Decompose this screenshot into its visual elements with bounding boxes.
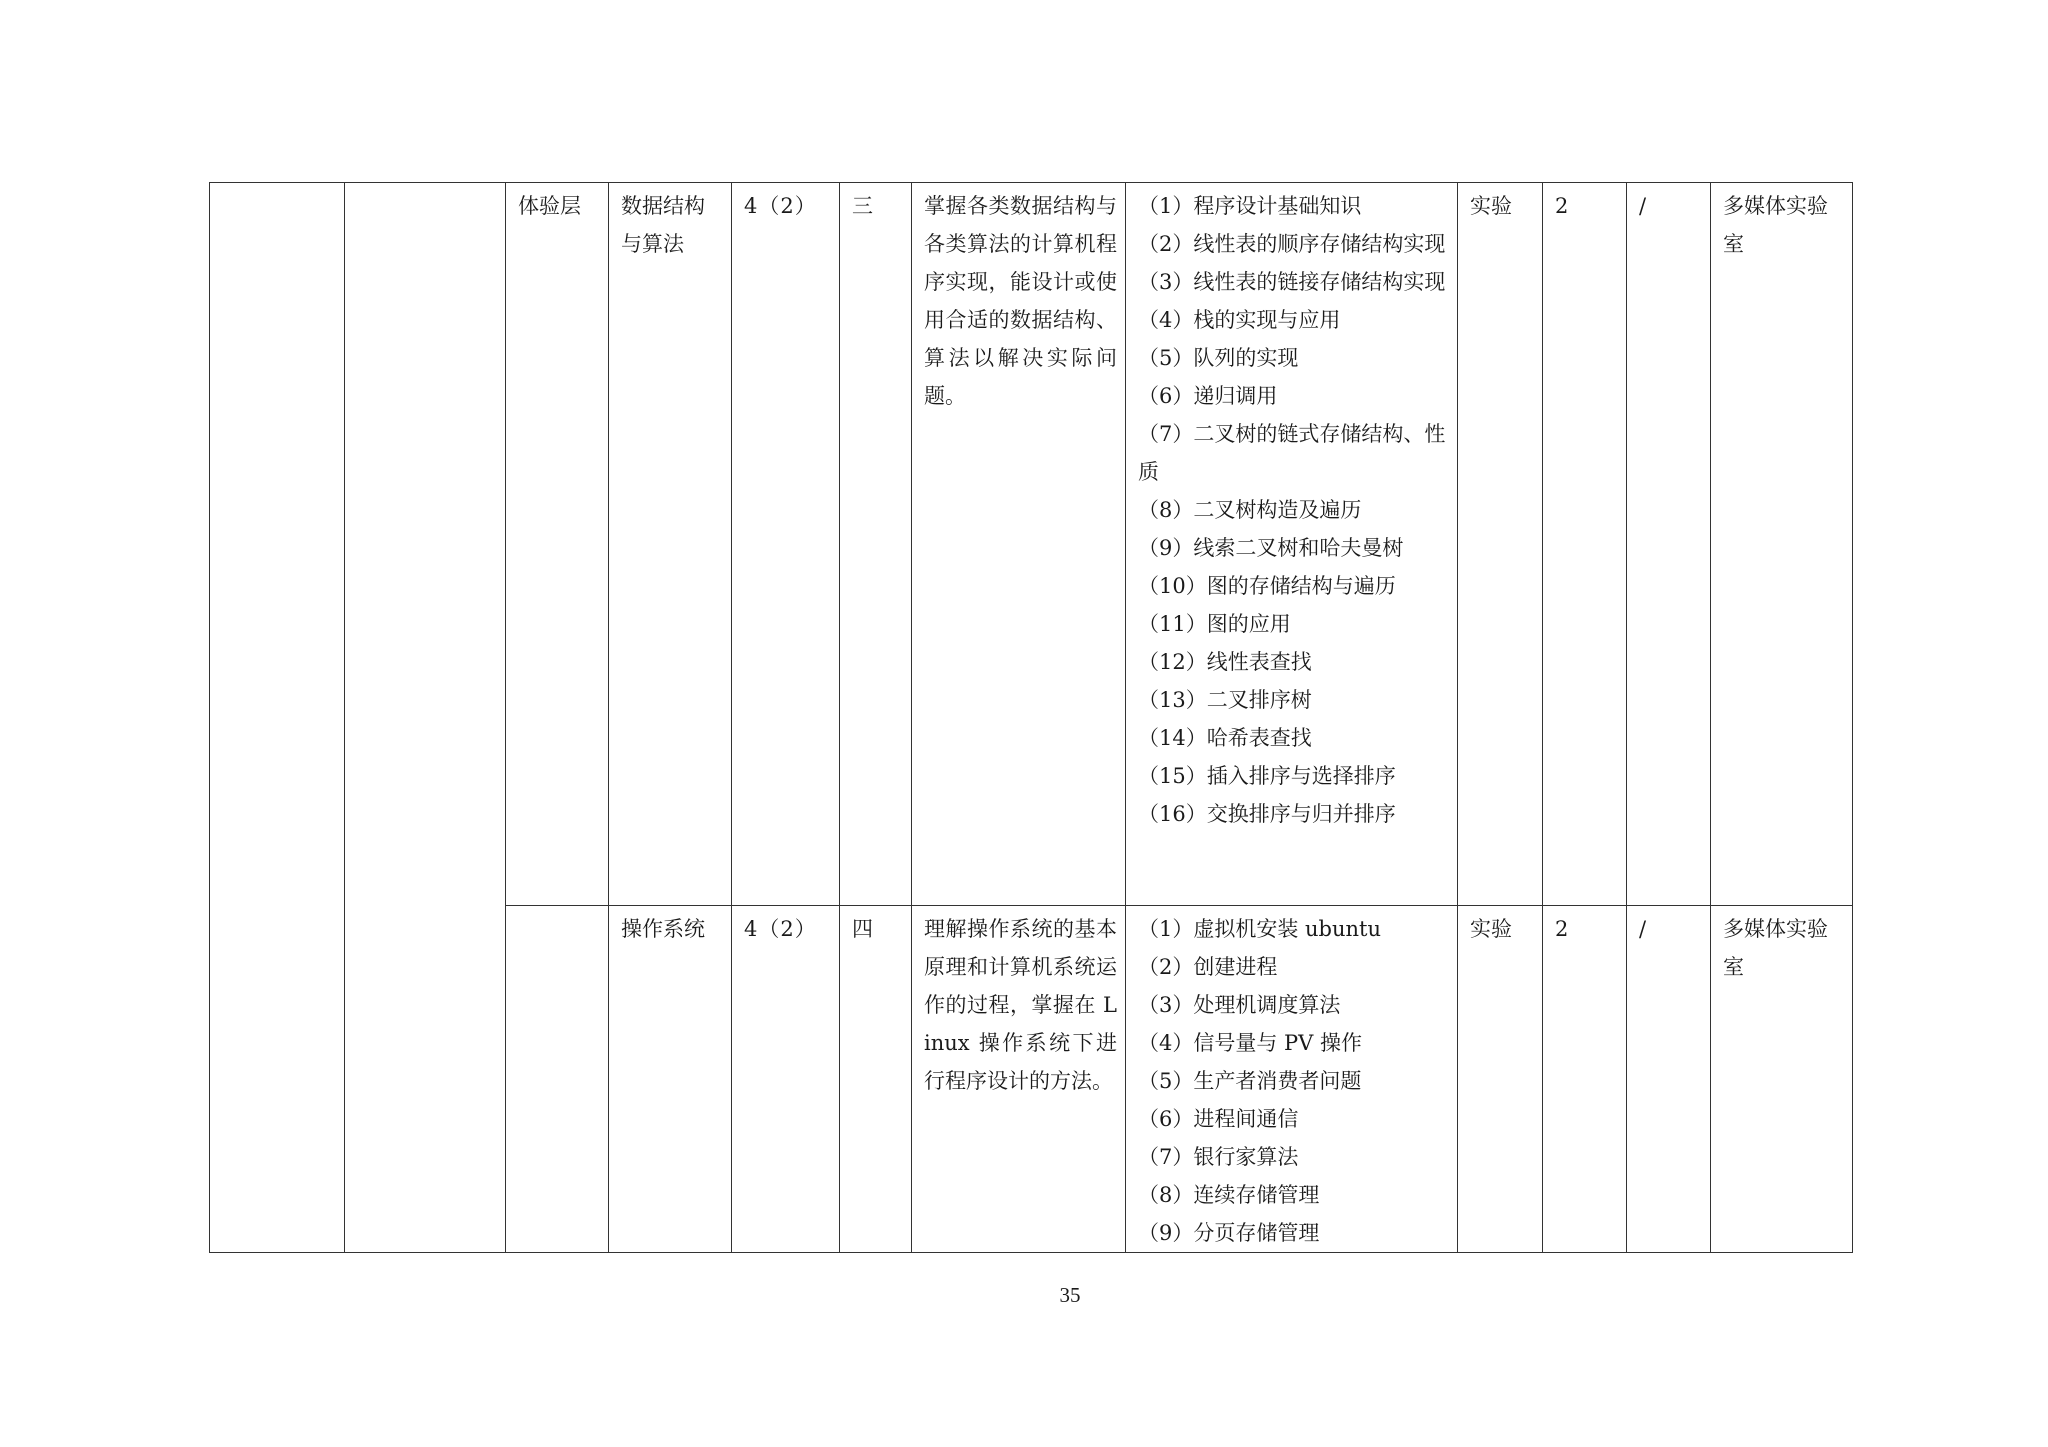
content-item: （5）队列的实现 <box>1138 346 1299 370</box>
content-item: （9）分页存储管理 <box>1138 1221 1320 1245</box>
content-item: （6）递归调用 <box>1138 384 1278 408</box>
content-item: （7）银行家算法 <box>1138 1145 1299 1169</box>
content-item: （4）信号量与 PV 操作 <box>1138 1031 1363 1055</box>
content-item: （3）线性表的链接存储结构实现 <box>1138 270 1446 294</box>
course-name-cell: 操作系统 <box>609 906 732 1253</box>
content-item: （16）交换排序与归并排序 <box>1138 802 1396 826</box>
content-item: （11）图的应用 <box>1138 612 1291 636</box>
credits-cell: 4（2） <box>732 906 840 1253</box>
objective-cell: 理解操作系统的基本原理和计算机系统运作的过程，掌握在 Linux 操作系统下进行程序设计的方法。 <box>912 906 1126 1253</box>
subcategory-cell <box>345 183 506 1253</box>
type-cell: 实验 <box>1458 906 1543 1253</box>
content-item: （12）线性表查找 <box>1138 650 1312 674</box>
content-item: （6）进程间通信 <box>1138 1107 1299 1131</box>
location-cell: 多媒体实验室 <box>1711 906 1853 1253</box>
content-item: （2）线性表的顺序存储结构实现 <box>1138 232 1446 256</box>
content-item: （8）连续存储管理 <box>1138 1183 1320 1207</box>
content-item: （5）生产者消费者问题 <box>1138 1069 1362 1093</box>
course-name-cell: 数据结构与算法 <box>609 183 732 906</box>
content-item: （1）程序设计基础知识 <box>1138 194 1362 218</box>
content-cell <box>1126 183 1458 906</box>
credits-cell: 4（2） <box>732 183 840 906</box>
hours-cell: 2 <box>1543 183 1627 906</box>
hours-cell: 2 <box>1543 906 1627 1253</box>
content-item: （9）线索二叉树和哈夫曼树 <box>1138 536 1404 560</box>
content-item: （2）创建进程 <box>1138 955 1278 979</box>
content-item: （4）栈的实现与应用 <box>1138 308 1341 332</box>
other-cell: / <box>1627 906 1711 1253</box>
table-row <box>210 183 1853 906</box>
type-cell: 实验 <box>1458 183 1543 906</box>
category-cell <box>210 183 345 1253</box>
content-item: （14）哈希表查找 <box>1138 726 1312 750</box>
level-cell <box>506 906 609 1253</box>
objective-cell: 掌握各类数据结构与各类算法的计算机程序实现，能设计或使用合适的数据结构、算法以解决实际问题。 <box>912 183 1126 906</box>
page-number: 35 <box>1059 1283 1081 1307</box>
location-cell: 多媒体实验室 <box>1711 183 1853 906</box>
content-cell <box>1126 906 1458 1253</box>
content-item: （15）插入排序与选择排序 <box>1138 764 1396 788</box>
semester-cell: 四 <box>840 906 912 1253</box>
course-experiment-table <box>209 182 1853 1253</box>
content-item: （13）二叉排序树 <box>1138 688 1312 712</box>
content-item: （1）虚拟机安装 ubuntu <box>1138 917 1382 941</box>
content-item: （7）二叉树的链式存储结构、性质 <box>1138 422 1446 484</box>
semester-cell: 三 <box>840 183 912 906</box>
other-cell: / <box>1627 183 1711 906</box>
content-item: （10）图的存储结构与遍历 <box>1138 574 1396 598</box>
content-item: （8）二叉树构造及遍历 <box>1138 498 1362 522</box>
level-cell: 体验层 <box>506 183 609 906</box>
content-item: （3）处理机调度算法 <box>1138 993 1341 1017</box>
